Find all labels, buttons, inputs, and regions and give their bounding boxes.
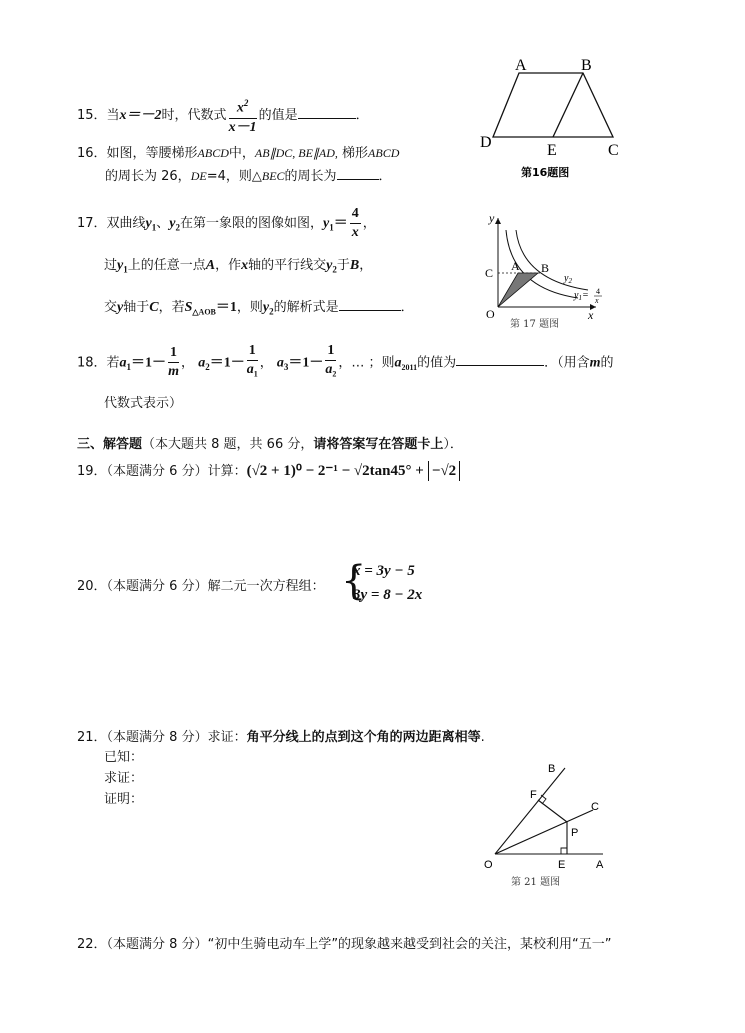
svg-text:x: x xyxy=(595,296,599,305)
answer-blank xyxy=(337,167,379,180)
question-18-line2: 代数式表示） xyxy=(104,396,183,411)
fraction: $\frac{x^2}{x-1}$ xyxy=(229,94,257,137)
svg-text:P: P xyxy=(571,827,579,839)
figure-21-angle-bisector xyxy=(475,758,625,893)
svg-text:y2: $y_2$ xyxy=(564,273,572,285)
known-label: 已知： xyxy=(104,750,144,765)
svg-text:F: F xyxy=(530,789,537,801)
question-17-line1: 17．双曲线$y_1$、$y_2$在第一象限的图像如图，$y_1=$ $\frac{4}{x}$ ， xyxy=(77,206,376,240)
svg-text:C: C xyxy=(485,266,494,280)
label-E: E xyxy=(547,142,557,159)
question-15: 15．当x＝－2时，代数式 $\frac{x^2}{x-1}$ 的值是 ． xyxy=(77,94,369,137)
prove-label: 求证： xyxy=(104,771,144,786)
question-17-line3: 交y轴于C，若$S_{\triangle AOB}=1$，则$y_2$的解析式是 ． xyxy=(104,300,414,317)
svg-text:4: 4 xyxy=(596,287,600,296)
svg-text:B: B xyxy=(541,261,550,275)
label-B: B xyxy=(581,57,592,74)
question-17-line2: 过$y_1$上的任意一点A，作x轴的平行线交$y_2$于B， xyxy=(104,258,373,275)
question-18: 18．若$a_1=1-$ $\frac{1}{m}$ ， $a_2=1-$ $\frac{1}{a_1}$ ， $a_3=1-$ $\frac{1}{a_2}$ ，… ；则$a_{2011}$的值为 ．（用含m的 xyxy=(77,343,614,380)
svg-text:第 21 题图: 第 21 题图 xyxy=(511,877,561,888)
question-21-steps xyxy=(104,747,143,810)
answer-blank xyxy=(339,298,401,311)
label-A: A xyxy=(515,57,527,74)
svg-text:A: A xyxy=(596,859,604,871)
label-D: D xyxy=(480,134,492,151)
caption-16: 第16题图 xyxy=(521,166,570,179)
brace: { xyxy=(341,558,367,604)
label-C: C xyxy=(608,142,619,159)
svg-text:x: x xyxy=(588,308,594,322)
svg-text:E: E xyxy=(558,859,566,871)
question-19: 19．（本题满分 6 分）计算：(√2 + 1)⁰ − 2⁻¹ − √2tan45° + −√2 xyxy=(77,460,460,481)
question-16: 16．如图，等腰梯形ABCD中，AB∥DC, BE∥AD, 梯形ABCD 的周长为 26，DE=4，则△BEC的周长为 ． xyxy=(77,146,400,184)
svg-text:C: C xyxy=(591,801,599,813)
question-20: 20．（本题满分 6 分）解二元一次方程组： xyxy=(77,579,325,594)
svg-text:A: A xyxy=(511,259,520,273)
svg-text:y: y xyxy=(489,211,495,225)
figure-17-hyperbola xyxy=(478,210,618,330)
svg-text:O: O xyxy=(486,307,495,321)
section-3-heading: 三、解答题（本大题共 8 题，共 66 分，请将答案写在答题卡上）． xyxy=(77,437,463,452)
svg-text:B: B xyxy=(548,763,556,775)
answer-blank xyxy=(456,353,544,366)
question-21: 21．（本题满分 8 分）求证：角平分线上的点到这个角的两边距离相等. xyxy=(77,730,485,745)
figure-16-trapezoid xyxy=(475,52,625,182)
answer-blank xyxy=(298,106,356,119)
question-22: 22．（本题满分 8 分）“初中生骑电动车上学”的现象越来越受到社会的关注，某校利用“五一” xyxy=(77,937,612,952)
svg-text:y1=: $y_1=$ xyxy=(574,290,589,302)
svg-text:第 17 题图: 第 17 题图 xyxy=(510,319,560,330)
proof-label: 证明： xyxy=(104,792,144,807)
svg-text:O: O xyxy=(484,859,493,871)
